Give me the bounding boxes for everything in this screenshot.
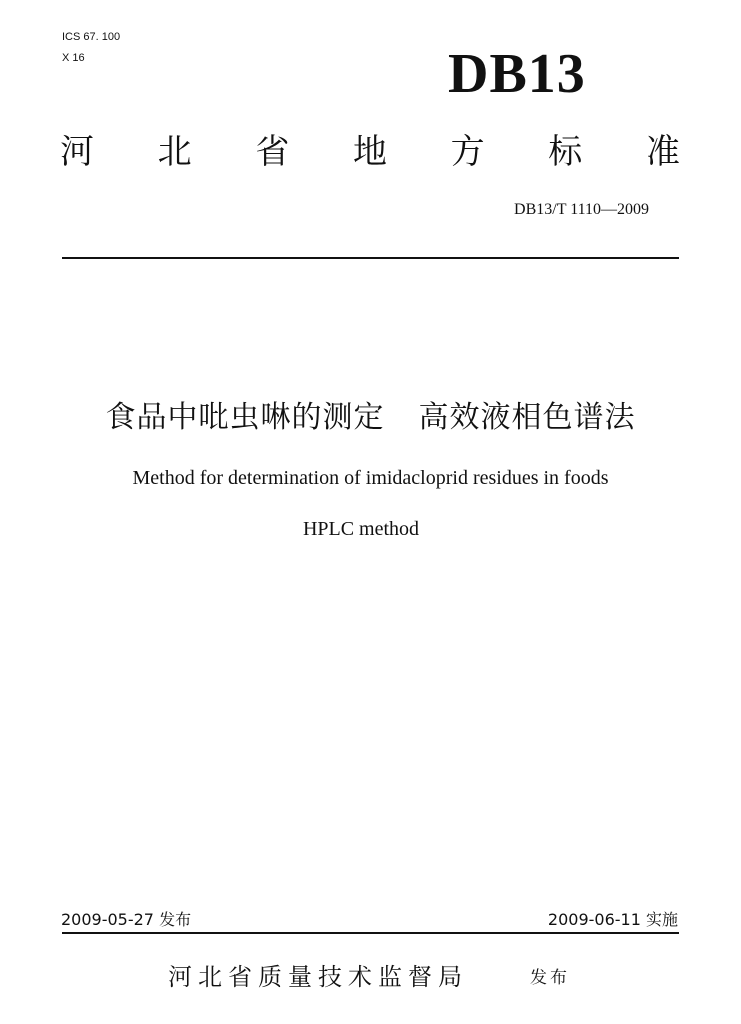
title-zh-part1: 食品中吡虫啉的测定	[105, 400, 385, 435]
standard-type-char: 地	[352, 132, 387, 172]
standard-type-char: 省	[255, 132, 290, 172]
footer-divider	[62, 932, 679, 934]
implementation-date: 2009-06-11 实施	[547, 910, 678, 929]
document-title-zh	[0, 396, 741, 440]
classification-code: X 16	[62, 52, 85, 64]
document-title-en: Method for determination of imidacloprid residues in foods	[132, 467, 609, 489]
issuing-action: 发布	[530, 968, 570, 988]
issuing-authority: 河北省质量技术监督局	[168, 963, 468, 991]
header-divider	[62, 257, 679, 259]
standard-number: DB13/T 1110—2009	[514, 201, 649, 218]
standard-type-heading	[60, 130, 680, 174]
document-title-method: HPLC method	[302, 518, 420, 540]
db13-logo: DB13	[448, 43, 586, 105]
standard-type-char: 准	[645, 132, 680, 172]
standard-type-char: 北	[157, 132, 192, 172]
standard-type-char: 河	[60, 132, 94, 172]
standard-type-char: 标	[548, 132, 583, 172]
issue-date: 2009-05-27 发布	[61, 910, 192, 929]
ics-code: ICS 67. 100	[62, 31, 121, 43]
standard-type-char: 方	[450, 132, 485, 172]
classification-codes	[62, 30, 120, 72]
title-zh-part2: 高效液相色谱法	[418, 400, 636, 435]
